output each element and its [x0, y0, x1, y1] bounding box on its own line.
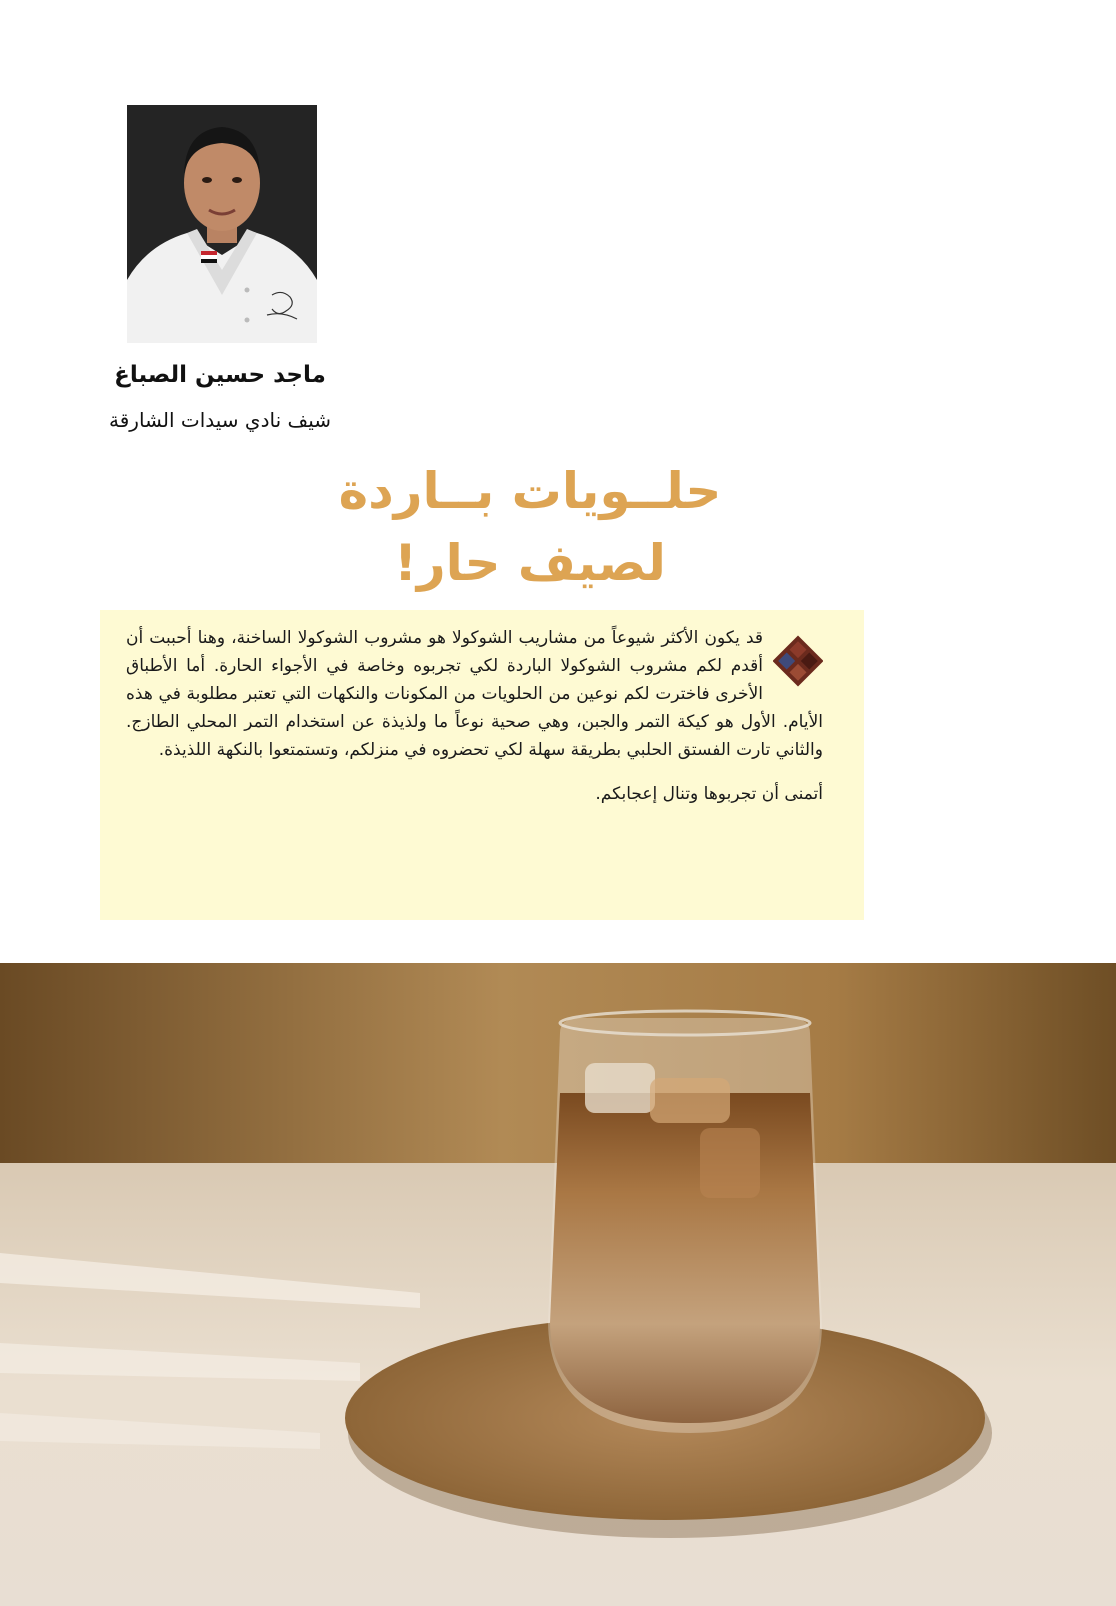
intro-closing: أتمنى أن تجربوها وتنال إعجابكم. — [595, 784, 823, 804]
title-line-2: لصيف حار! — [394, 534, 666, 592]
iced-drink-photo — [0, 963, 1116, 1606]
intro-paragraph: قد يكون الأكثر شيوعاً من مشاريب الشوكولا هو مشروب الشوكولا الساخنة، وهنا أحببت أن أقدم لكم مشروب الشوكولا الباردة لكي تجربوه وخاصة في الأجواء الحارة. أما الأطباق الأخرى فاخترت لكم نوعين من الحلويات من المكونات والنكهات التي تعتبر مطلوبة في هذه الأيام. الأول هو كيكة التمر والجبن، وهي صحية نوعاً ما ولذيذة عن استخدام التمر المحلي الطازج. والثاني تارت الفستق الحلبي بطريقة سهلة لكي تحضروه في منزلكم، وتستمتعوا بالنكهة اللذيذة. — [126, 628, 823, 760]
intro-text — [126, 624, 823, 808]
page-title — [260, 455, 800, 599]
chocolate-icon — [773, 632, 823, 690]
chef-portrait — [127, 105, 317, 343]
intro-box — [100, 610, 864, 920]
author-name: ماجد حسين الصباغ — [114, 362, 326, 388]
author-role: شيف نادي سيدات الشارقة — [109, 408, 331, 432]
title-line-1: حلــويات بــاردة — [338, 462, 722, 520]
